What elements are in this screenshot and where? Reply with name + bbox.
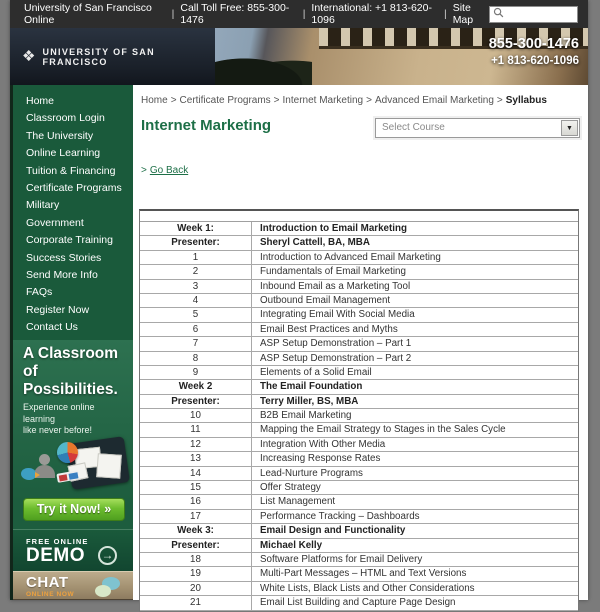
chat-online-banner[interactable] bbox=[13, 571, 133, 600]
table-cell-label: Presenter: bbox=[140, 236, 252, 249]
sidebar-nav bbox=[13, 85, 133, 340]
table-cell-label: 16 bbox=[140, 495, 252, 508]
breadcrumb-separator: > bbox=[366, 95, 372, 106]
table-cell-topic: B2B Email Marketing bbox=[260, 410, 352, 422]
promo-subtext: Experience online learning like never before! bbox=[23, 402, 95, 436]
classroom-promo-banner bbox=[13, 340, 133, 529]
breadcrumb-separator: > bbox=[273, 95, 280, 106]
header-phone-numbers bbox=[489, 35, 579, 69]
bird-icon bbox=[35, 472, 40, 478]
table-cell-label: 19 bbox=[140, 567, 252, 580]
table-row bbox=[140, 438, 578, 452]
table-cell-topic: Email Best Practices and Myths bbox=[260, 323, 398, 335]
breadcrumb-separator: > bbox=[496, 95, 503, 106]
international-text: International: +1 813-620-1096 bbox=[311, 2, 432, 26]
table-cell-label: 18 bbox=[140, 553, 252, 566]
page-title: Internet Marketing bbox=[141, 117, 272, 134]
table-cell-topic: Introduction to Email Marketing bbox=[260, 223, 407, 234]
table-cell-label: Week 1: bbox=[140, 222, 252, 235]
chat-subtitle: ONLINE NOW bbox=[26, 590, 75, 598]
sidebar-nav-item[interactable]: Certificate Programs bbox=[26, 181, 122, 194]
table-row bbox=[140, 294, 578, 308]
go-back-prefix: > bbox=[141, 165, 147, 176]
free-online-demo-banner[interactable] bbox=[13, 529, 133, 571]
table-cell-topic: Integrating Email With Social Media bbox=[260, 309, 415, 321]
search-icon bbox=[493, 7, 504, 21]
table-row bbox=[140, 596, 578, 610]
table-cell-label: Week 2 bbox=[140, 380, 252, 393]
breadcrumb-item[interactable]: Certificate Programs > bbox=[179, 95, 280, 106]
table-row bbox=[140, 423, 578, 437]
sidebar-nav-item[interactable]: FAQs bbox=[26, 286, 53, 299]
table-cell-label: 14 bbox=[140, 467, 252, 480]
table-row bbox=[140, 236, 578, 250]
promo-heading: A Classroom of Possibilities. bbox=[23, 345, 119, 399]
table-cell-label: 17 bbox=[140, 510, 252, 523]
select-course-dropdown[interactable] bbox=[375, 118, 580, 138]
table-cell-topic: Software Platforms for Email Delivery bbox=[260, 553, 423, 565]
sidebar-nav-item[interactable]: Tuition & Financing bbox=[26, 164, 116, 177]
table-row bbox=[140, 308, 578, 322]
breadcrumb-separator: > bbox=[170, 95, 177, 106]
table-cell-topic: List Management bbox=[260, 496, 336, 508]
table-cell-topic: Integration With Other Media bbox=[260, 438, 386, 450]
table-row bbox=[140, 553, 578, 567]
table-row bbox=[140, 582, 578, 596]
table-cell-topic: Elements of a Solid Email bbox=[260, 366, 372, 378]
site-map-link[interactable]: Site Map bbox=[452, 2, 474, 26]
table-row bbox=[140, 481, 578, 495]
trees-silhouette-graphic bbox=[215, 54, 312, 85]
sidebar-nav-item[interactable]: Online Learning bbox=[26, 147, 101, 160]
table-cell-topic: ASP Setup Demonstration – Part 1 bbox=[260, 338, 412, 350]
table-row bbox=[140, 337, 578, 351]
table-cell-topic: Sheryl Cattell, BA, MBA bbox=[260, 237, 370, 249]
campus-photo bbox=[215, 28, 588, 85]
table-cell-label: 10 bbox=[140, 409, 252, 422]
chat-title: CHAT bbox=[26, 573, 69, 591]
table-row bbox=[140, 539, 578, 553]
page-container bbox=[10, 0, 588, 609]
sidebar-nav-item[interactable]: Send More Info bbox=[26, 268, 98, 281]
table-cell-topic: Multi-Part Messages – HTML and Text Versions bbox=[260, 568, 467, 580]
top-bar-separator: | bbox=[171, 8, 175, 20]
table-cell-label: 11 bbox=[140, 423, 252, 436]
table-cell-topic: Terry Miller, BS, MBA bbox=[260, 395, 359, 407]
top-bar-separator: | bbox=[443, 8, 447, 20]
screen-card-icon bbox=[96, 453, 122, 479]
table-row bbox=[140, 366, 578, 380]
breadcrumb-item[interactable]: Home > bbox=[141, 95, 177, 106]
syllabus-table bbox=[139, 209, 579, 612]
top-utility-bar bbox=[10, 0, 588, 28]
table-row bbox=[140, 265, 578, 279]
table-cell-label: 21 bbox=[140, 596, 252, 609]
top-bar-brand-link[interactable]: University of San Francisco Online bbox=[24, 2, 152, 26]
sidebar-nav-item[interactable]: The University bbox=[26, 129, 94, 142]
table-cell-topic: White Lists, Black Lists and Other Considerations bbox=[260, 582, 475, 594]
sidebar-nav-item[interactable]: Register Now bbox=[26, 303, 90, 316]
pie-chart-icon bbox=[57, 442, 78, 463]
table-row bbox=[140, 395, 578, 409]
top-bar-separator: | bbox=[302, 8, 306, 20]
table-cell-topic: Email List Building and Capture Page Design bbox=[260, 597, 456, 609]
table-cell-topic: Email Design and Functionality bbox=[260, 525, 406, 537]
sidebar bbox=[10, 85, 133, 600]
sidebar-nav-item[interactable]: Contact Us bbox=[26, 321, 78, 334]
table-cell-label: 15 bbox=[140, 481, 252, 494]
table-row bbox=[140, 467, 578, 481]
table-row bbox=[140, 510, 578, 524]
breadcrumb bbox=[141, 95, 547, 106]
demo-title: DEMO bbox=[26, 544, 85, 566]
bird-icon bbox=[21, 468, 36, 480]
try-it-now-button[interactable]: Try it Now! » bbox=[23, 498, 125, 521]
phone-secondary: +1 813-620-1096 bbox=[491, 54, 579, 67]
university-logo-block[interactable] bbox=[10, 28, 215, 85]
breadcrumb-item[interactable]: Syllabus bbox=[505, 95, 547, 106]
table-row bbox=[140, 280, 578, 294]
table-cell-topic: Lead-Nurture Programs bbox=[260, 467, 363, 479]
table-row bbox=[140, 352, 578, 366]
table-cell-label: 12 bbox=[140, 438, 252, 451]
table-cell-topic: Increasing Response Rates bbox=[260, 453, 381, 465]
table-cell-label: 5 bbox=[140, 308, 252, 321]
table-row bbox=[140, 380, 578, 394]
table-header-spacer bbox=[140, 211, 578, 222]
table-cell-label: 6 bbox=[140, 323, 252, 336]
sidebar-nav-item[interactable]: Classroom Login bbox=[26, 112, 105, 125]
toll-free-text: Call Toll Free: 855-300-1476 bbox=[180, 2, 290, 26]
table-cell-topic: ASP Setup Demonstration – Part 2 bbox=[260, 352, 412, 364]
table-row bbox=[140, 524, 578, 538]
table-row bbox=[140, 495, 578, 509]
chat-bubble-icon bbox=[95, 585, 111, 597]
person-icon bbox=[39, 454, 50, 465]
table-cell-label: 9 bbox=[140, 366, 252, 379]
table-row bbox=[140, 409, 578, 423]
table-cell-label: 1 bbox=[140, 251, 252, 264]
breadcrumb-item[interactable]: Advanced Email Marketing > bbox=[374, 95, 503, 106]
search-input[interactable] bbox=[504, 8, 574, 21]
table-cell-topic: Mapping the Email Strategy to Stages in the Sales Cycle bbox=[260, 424, 506, 436]
table-cell-label: 3 bbox=[140, 280, 252, 293]
select-course-value: Select Course bbox=[382, 122, 445, 133]
main-content bbox=[133, 85, 588, 609]
table-cell-topic: Offer Strategy bbox=[260, 482, 321, 494]
go-back bbox=[141, 165, 188, 176]
table-cell-topic: Fundamentals of Email Marketing bbox=[260, 266, 406, 278]
sidebar-nav-item[interactable]: Home bbox=[26, 95, 55, 107]
table-row bbox=[140, 567, 578, 581]
sidebar-nav-item[interactable]: Military bbox=[26, 199, 60, 212]
table-cell-label: 2 bbox=[140, 265, 252, 278]
sidebar-nav-item[interactable]: Success Stories bbox=[26, 251, 102, 264]
university-name: UNIVERSITY OF SAN FRANCISCO bbox=[42, 46, 155, 67]
table-cell-label: 4 bbox=[140, 294, 252, 307]
phone-primary: 855-300-1476 bbox=[488, 36, 579, 52]
syllabus-rows bbox=[140, 222, 578, 611]
table-cell-label: Week 3: bbox=[140, 524, 252, 537]
table-cell-topic: Performance Tracking – Dashboards bbox=[260, 510, 420, 522]
table-row bbox=[140, 452, 578, 466]
table-row bbox=[140, 222, 578, 236]
arrow-right-circle-icon: → bbox=[98, 546, 117, 565]
table-cell-label: 13 bbox=[140, 452, 252, 465]
go-back-link[interactable]: Go Back bbox=[149, 165, 189, 176]
table-cell-label: 20 bbox=[140, 582, 252, 595]
search-box[interactable] bbox=[489, 6, 578, 23]
table-row bbox=[140, 323, 578, 337]
sidebar-nav-item[interactable]: Government bbox=[26, 216, 84, 229]
table-cell-label: Presenter: bbox=[140, 395, 252, 408]
masthead bbox=[10, 28, 588, 85]
table-cell-topic: The Email Foundation bbox=[260, 381, 363, 393]
demo-kicker: FREE ONLINE bbox=[26, 536, 89, 546]
table-cell-label: 7 bbox=[140, 337, 252, 350]
table-cell-label: Presenter: bbox=[140, 539, 252, 552]
table-row bbox=[140, 251, 578, 265]
usf-logo-icon: ❖ bbox=[22, 48, 36, 65]
table-cell-label: 8 bbox=[140, 352, 252, 365]
table-cell-topic: Michael Kelly bbox=[260, 539, 323, 551]
chevron-down-icon[interactable]: ▼ bbox=[561, 120, 578, 136]
table-cell-topic: Introduction to Advanced Email Marketing bbox=[260, 251, 441, 263]
breadcrumb-item[interactable]: Internet Marketing > bbox=[282, 95, 372, 106]
promo-illustration bbox=[23, 440, 127, 492]
table-cell-topic: Inbound Email as a Marketing Tool bbox=[260, 280, 411, 292]
table-cell-topic: Outbound Email Management bbox=[260, 294, 391, 306]
sidebar-nav-item[interactable]: Corporate Training bbox=[26, 234, 113, 247]
